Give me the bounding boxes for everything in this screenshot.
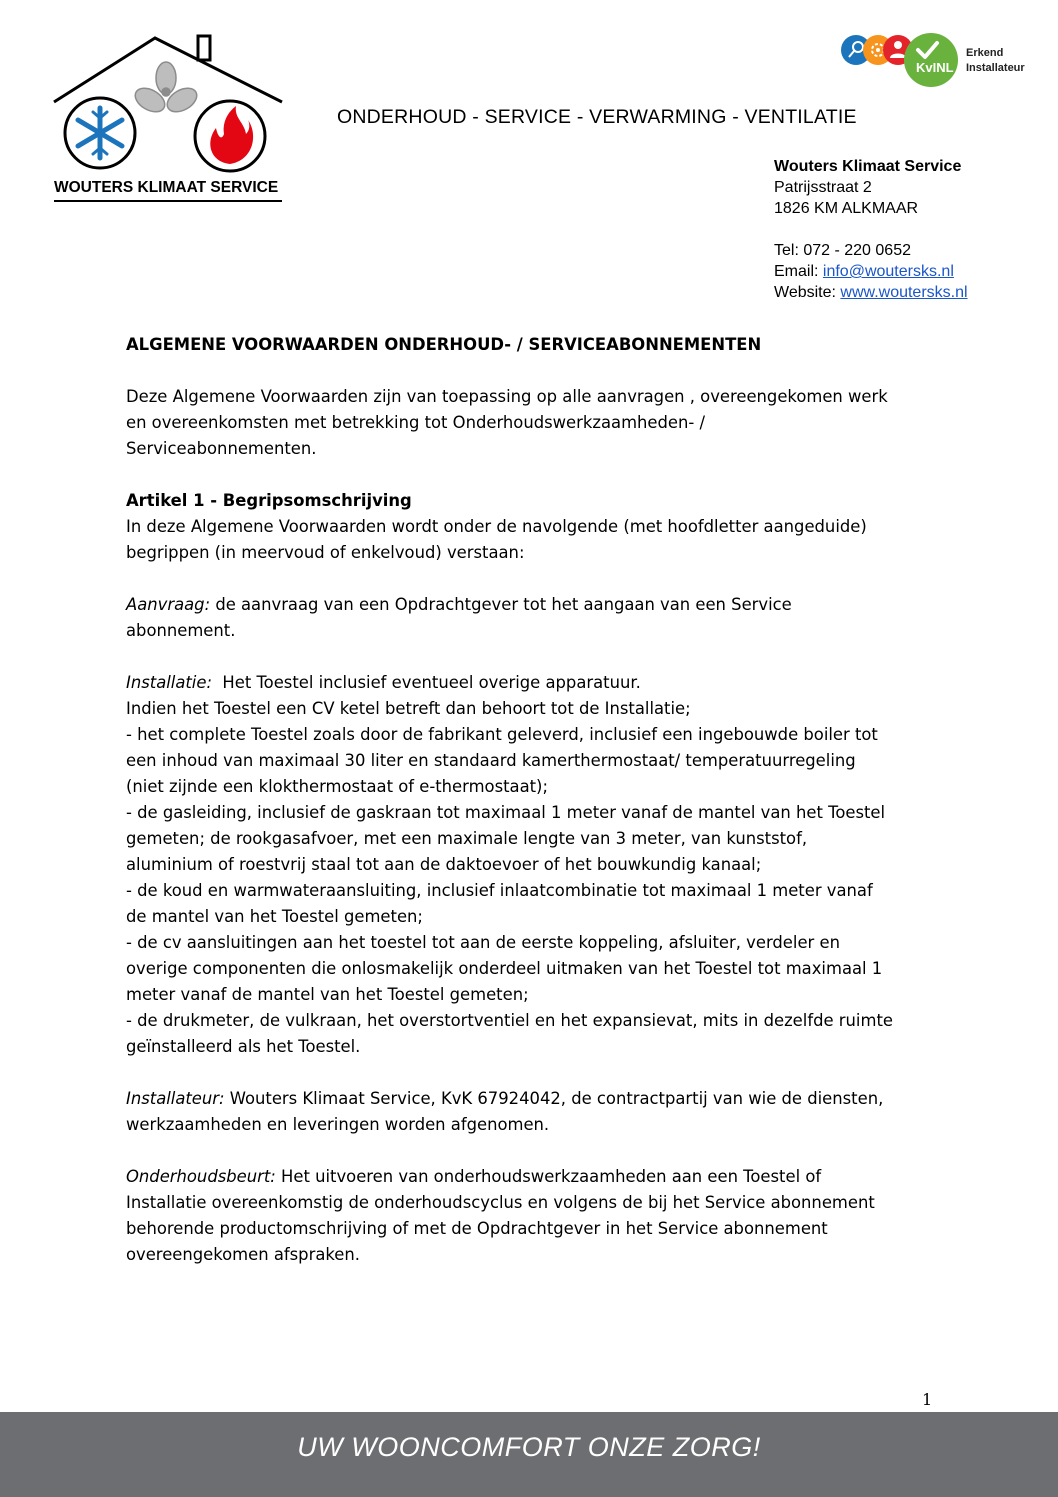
badge-line1: Erkend xyxy=(966,47,1004,59)
page-number: 1 xyxy=(922,1390,933,1409)
header-tagline: ONDERHOUD - SERVICE - VERWARMING - VENTILATIE xyxy=(337,106,857,128)
badge-brand: KvINL xyxy=(916,60,954,75)
definition-line: werkzaamheden en leveringen worden afgenomen. xyxy=(126,1115,550,1134)
definition-line: - de cv aansluitingen aan het toestel tot aan de eerste koppeling, afsluiter, verdeler en xyxy=(126,933,840,952)
definition-term: Onderhoudsbeurt: xyxy=(126,1167,276,1186)
contact-street: Patrijsstraat 2 xyxy=(774,179,872,196)
definition-term: Installatie: xyxy=(126,673,212,692)
definition-installateur xyxy=(126,1086,946,1138)
badge-line2: Installateur xyxy=(966,62,1025,74)
definition-onderhoudsbeurt xyxy=(126,1164,946,1268)
contact-email-line xyxy=(774,261,968,282)
document-title: ALGEMENE VOORWAARDEN ONDERHOUD- / SERVICEABONNEMENTEN xyxy=(126,335,762,354)
definition-term: Installateur: xyxy=(126,1089,225,1108)
flame-icon xyxy=(195,101,265,171)
fan-icon xyxy=(131,62,201,117)
definition-line: Indien het Toestel een CV ketel betreft dan behoort tot de Installatie; xyxy=(126,699,691,718)
definition-line: de mantel van het Toestel gemeten; xyxy=(126,907,423,926)
definition-line: overige componenten die onlosmakelijk onderdeel uitmaken van het Toestel tot maximaal 1 xyxy=(126,959,883,978)
definition-term: Aanvraag: xyxy=(126,595,211,614)
definition-text: de aanvraag van een Opdrachtgever tot het aangaan van een Service xyxy=(210,595,792,614)
intro-line: Deze Algemene Voorwaarden zijn van toepassing op alle aanvragen , overeengekomen werk xyxy=(126,387,888,406)
article-1-line: begrippen (in meervoud of enkelvoud) verstaan: xyxy=(126,543,525,562)
definition-text: Het uitvoeren van onderhoudswerkzaamheden aan een Toestel of xyxy=(275,1167,822,1186)
definition-line: abonnement. xyxy=(126,621,236,640)
definition-line: geïnstalleerd als het Toestel. xyxy=(126,1037,361,1056)
website-link[interactable]: www.woutersks.nl xyxy=(840,284,968,301)
kvinl-badge xyxy=(838,28,1048,92)
contact-name: Wouters Klimaat Service xyxy=(774,158,962,175)
definition-line: meter vanaf de mantel van het Toestel gemeten; xyxy=(126,985,529,1004)
website-label: Website: xyxy=(774,284,841,301)
definition-line: gemeten; de rookgasafvoer, met een maximale lengte van 3 meter, van kunststof, xyxy=(126,829,808,848)
footer-bar xyxy=(0,1412,1058,1497)
definition-text: Het Toestel inclusief eventueel overige apparatuur. xyxy=(211,673,641,692)
definition-line: aluminium of roestvrij staal tot aan de daktoevoer of het bouwkundig kanaal; xyxy=(126,855,762,874)
article-1 xyxy=(126,488,946,566)
logo-text: WOUTERS KLIMAAT SERVICE xyxy=(54,179,279,196)
article-1-line: In deze Algemene Voorwaarden wordt onder de navolgende (met hoofdletter aangeduide) xyxy=(126,517,867,536)
definition-line: - het complete Toestel zoals door de fabrikant geleverd, inclusief een ingebouwde boiler tot xyxy=(126,725,878,744)
definition-line: - de koud en warmwateraansluiting, inclusief inlaatcombinatie tot maximaal 1 meter vanaf xyxy=(126,881,873,900)
definition-line: Installatie overeenkomstig de onderhoudscyclus en volgens de bij het Service abonnement xyxy=(126,1193,875,1212)
definition-installatie xyxy=(126,670,946,1060)
email-link[interactable]: info@woutersks.nl xyxy=(822,263,954,280)
definition-line: - de gasleiding, inclusief de gaskraan tot maximaal 1 meter vanaf de mantel van het Toestel xyxy=(126,803,886,822)
contact-tel: Tel: 072 - 220 0652 xyxy=(774,242,911,259)
company-logo xyxy=(50,30,290,205)
definition-aanvraag xyxy=(126,592,946,644)
definition-line: - de drukmeter, de vulkraan, het overstortventiel en het expansievat, mits in dezelfde ruimte xyxy=(126,1011,893,1030)
definition-line: overeengekomen afspraken. xyxy=(126,1245,360,1264)
intro-paragraph xyxy=(126,384,946,462)
definition-line: behorende productomschrijving of met de Opdrachtgever in het Service abonnement xyxy=(126,1219,828,1238)
intro-line: Serviceabonnementen. xyxy=(126,439,317,458)
email-label: Email: xyxy=(774,263,823,280)
contact-city: 1826 KM ALKMAAR xyxy=(774,200,919,217)
definition-line: een inhoud van maximaal 30 liter en standaard kamerthermostaat/ temperatuurregeling xyxy=(126,751,856,770)
contact-block xyxy=(774,156,968,303)
article-1-heading: Artikel 1 - Begripsomschrijving xyxy=(126,491,412,510)
snowflake-icon xyxy=(65,98,135,168)
contact-website-line xyxy=(774,282,968,303)
definition-text: Wouters Klimaat Service, KvK 67924042, de contractpartij van wie de diensten, xyxy=(224,1089,884,1108)
definition-line: (niet zijnde een klokthermostaat of e-thermostaat); xyxy=(126,777,548,796)
document-body xyxy=(126,332,946,1294)
intro-line: en overeenkomsten met betrekking tot Onderhoudswerkzaamheden- / xyxy=(126,413,706,432)
footer-slogan: UW WOONCOMFORT ONZE ZORG! xyxy=(297,1432,761,1462)
